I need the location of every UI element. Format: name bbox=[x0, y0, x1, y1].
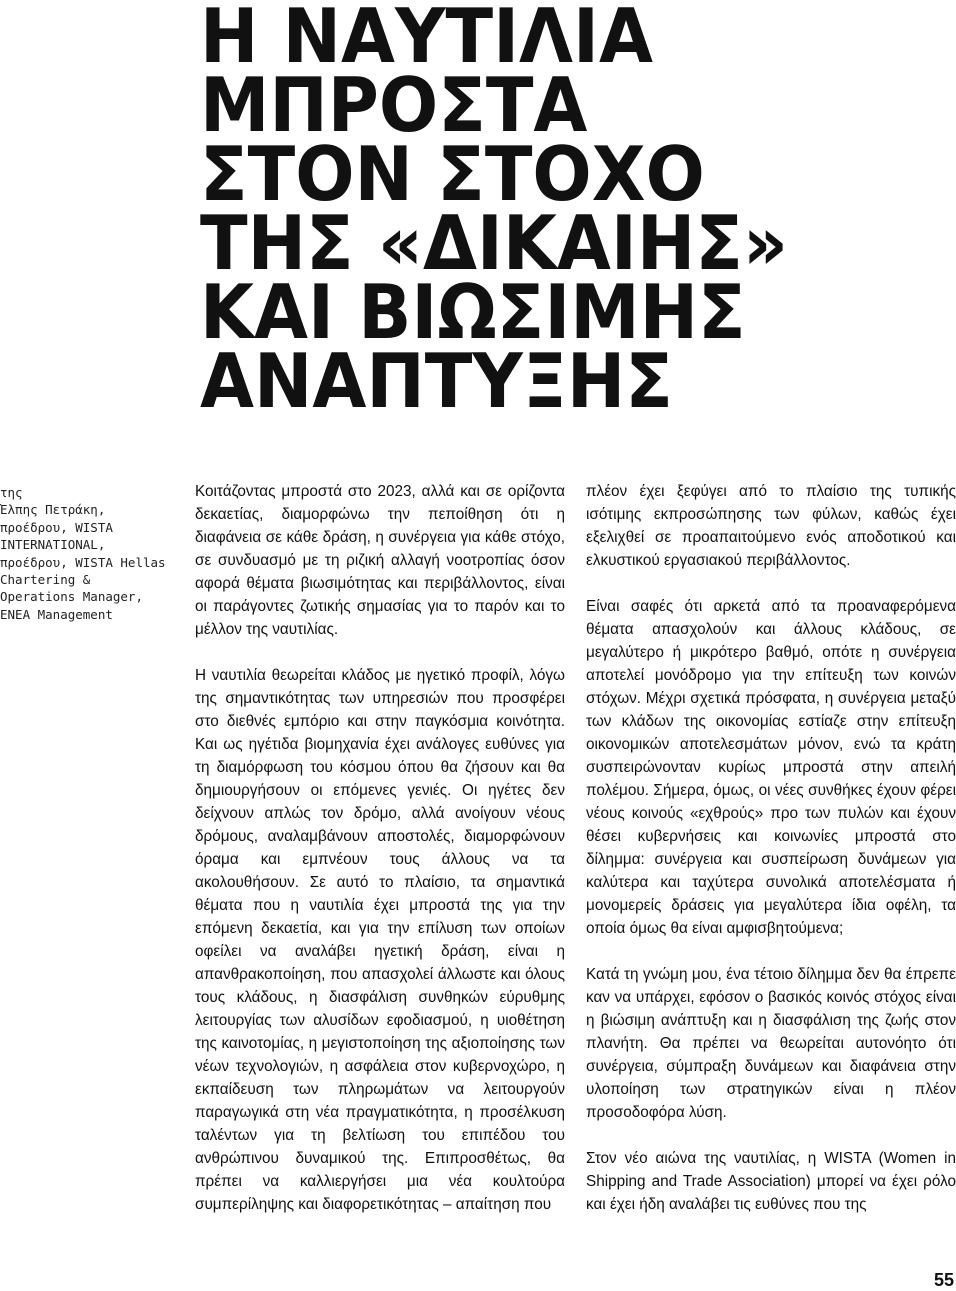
byline-line: ENEA Management bbox=[0, 606, 113, 622]
body-paragraph: Είναι σαφές ότι αρκετά από τα προαναφερόμενα θέματα απασχολούν και άλλους κλάδους, σε μεγαλύτερο ή μικρότερο βαθμό, οπότε η συνέργεια αποτελεί μονόδρομο για την επίτευξη των κοινών στόχων. Μέχρι σχετικά πρόσφατα, η συνέργεια μεταξύ των κλάδων της οικονομίας εστίαζε στην επίτευξη οικονομικών αποτελεσμάτων μόνον, ενώ τα κράτη συσπειρώνονταν κυρίως μπροστά στην απειλή πολέμου. Σήμερα, όμως, οι νέες συνθήκες έχουν φέρει νέους κοινούς «εχθρούς» προ των πυλών και έχουν θέσει κυβερνήσεις και κοινωνίες μπροστά στο δίλημμα: συνέργεια και συσπείρωση δυνάμεων για καλύτερα και ταχύτερα συνολικά αποτελέσματα ή μονομερείς δράσεις για μεγαλύτερα ίδια οφέλη, τα οποία όμως θα είναι αμφισβητούμενα; bbox=[586, 598, 956, 937]
headline-line: ΤΗΣ «ΔΙΚΑΙΗΣ» bbox=[200, 199, 788, 287]
article-column-1 bbox=[195, 480, 565, 1239]
body-paragraph: Στον νέο αιώνα της ναυτιλίας, η WISTA (Women in Shipping and Trade Association) μπορεί να έχει ρόλο και έχει ήδη αναλάβει τις ευθύνες που της bbox=[586, 1150, 956, 1213]
headline-line: ΣΤΟΝ ΣΤΟΧΟ bbox=[200, 130, 705, 218]
headline-line: Η ΝΑΥΤΙΛΙΑ bbox=[200, 0, 653, 80]
headline-line: ΑΝΑΠΤΥΞΗΣ bbox=[200, 337, 673, 425]
page-number: 55 bbox=[933, 1270, 954, 1290]
byline-line: INTERNATIONAL, bbox=[0, 537, 106, 553]
headline-line: ΚΑΙ ΒΙΩΣΙΜΗΣ bbox=[200, 268, 746, 356]
body-paragraph: πλέον έχει ξεφύγει από το πλαίσιο της τυπικής ισότιμης εκπροσώπησης των φύλων, καθώς έχει εξελιχθεί σε προαπαιτούμενο ενός αποδοτικού και ελκυστικού εργασιακού περιβάλλοντος. bbox=[586, 483, 956, 569]
byline-line: προέδρου, WISTA bbox=[0, 519, 113, 535]
byline-line: της bbox=[0, 485, 23, 500]
author-byline bbox=[0, 484, 190, 623]
body-paragraph: Η ναυτιλία θεωρείται κλάδος με ηγετικό προφίλ, λόγω της σημαντικότητας των υπηρεσιών που προσφέρει στο διεθνές εμπόριο και στην παγκόσμια κοινότητα. Και ως ηγέτιδα βιομηχανία έχει ανάλογες ευθύνες για τη διαμόρφωση του κόσμου όπου θα ζήσουν και θα δημιουργήσουν οι επόμενες γενιές. Οι ηγέτες δεν δείχνουν απλώς τον δρόμο, αλλά ανοίγουν νέους δρόμους, αναλαμβάνουν αποστολές, διαμορφώνουν όραμα και εμπνέουν τους άλλους να τα ακολουθήσουν. Σε αυτό το πλαίσιο, τα σημαντικά θέματα που η ναυτιλία έχει μπροστά της για την επόμενη δεκαετία, και για την επίλυση των οποίων οφείλει να αναλάβει ηγετική δράση, είναι η απανθρακοποίηση, που απασχολεί άλλωστε και όλους τους κλάδους, η διασφάλιση συνθηκών εύρυθμης λειτουργίας των αλυσίδων εφοδιασμού, η υιοθέτηση της καινοτομίας, η μεγιστοποίηση της αξιοποίησης των νέων τεχνολογιών, η ασφάλεια στον κυβερνοχώρο, η εκπαίδευση των πληρωμάτων να λειτουργούν παραγωγικά στη νέα πραγματικότητα, η προσέλκυση ταλέντων για τη βελτίωση του επιπέδου του ανθρώπινου δυναμικού της. Επιπροσθέτως, θα πρέπει να καλλιεργήσει μια νέα κουλτούρα συμπερίληψης και διαφορετικότητας – απαίτηση που bbox=[195, 667, 565, 1213]
headline-line: ΜΠΡΟΣΤΑ bbox=[200, 61, 588, 149]
byline-line: Έλπης Πετράκη, bbox=[0, 502, 106, 518]
byline-line: Operations Manager, bbox=[0, 589, 143, 605]
byline-line: Chartering & bbox=[0, 572, 91, 588]
body-paragraph: Κατά τη γνώμη μου, ένα τέτοιο δίλημμα δεν θα έπρεπε καν να υπάρχει, εφόσον ο βασικός κοινός στόχος είναι η βιώσιμη ανάπτυξη και η διασφάλιση της ζωής στον πλανήτη. Θα πρέπει να θεωρείται αυτονόητο ότι συνέργεια, σύμπραξη δυνάμεων και διαφάνεια στην υλοποίηση των στρατηγικών είναι η πλέον προσοδοφόρα λύση. bbox=[586, 966, 956, 1121]
byline-line: προέδρου, WISTA Hellas bbox=[0, 554, 166, 570]
body-paragraph: Κοιτάζοντας μπροστά στο 2023, αλλά και σε ορίζοντα δεκαετίας, διαμορφώνω την πεποίθηση ότι η διαφάνεια σε κάθε δράση, η συνέργεια για κάθε στόχο, σε συνδυασμό με τη ριζική αλλαγή νοοτροπίας όσον αφορά θέματα βιωσιμότητας και περιβάλλοντος, είναι οι παράγοντες ζωτικής σημασίας για το παρόν και το μέλλον της ναυτιλίας. bbox=[195, 483, 565, 638]
article-column-2 bbox=[586, 480, 956, 1239]
article-headline bbox=[200, 0, 940, 425]
